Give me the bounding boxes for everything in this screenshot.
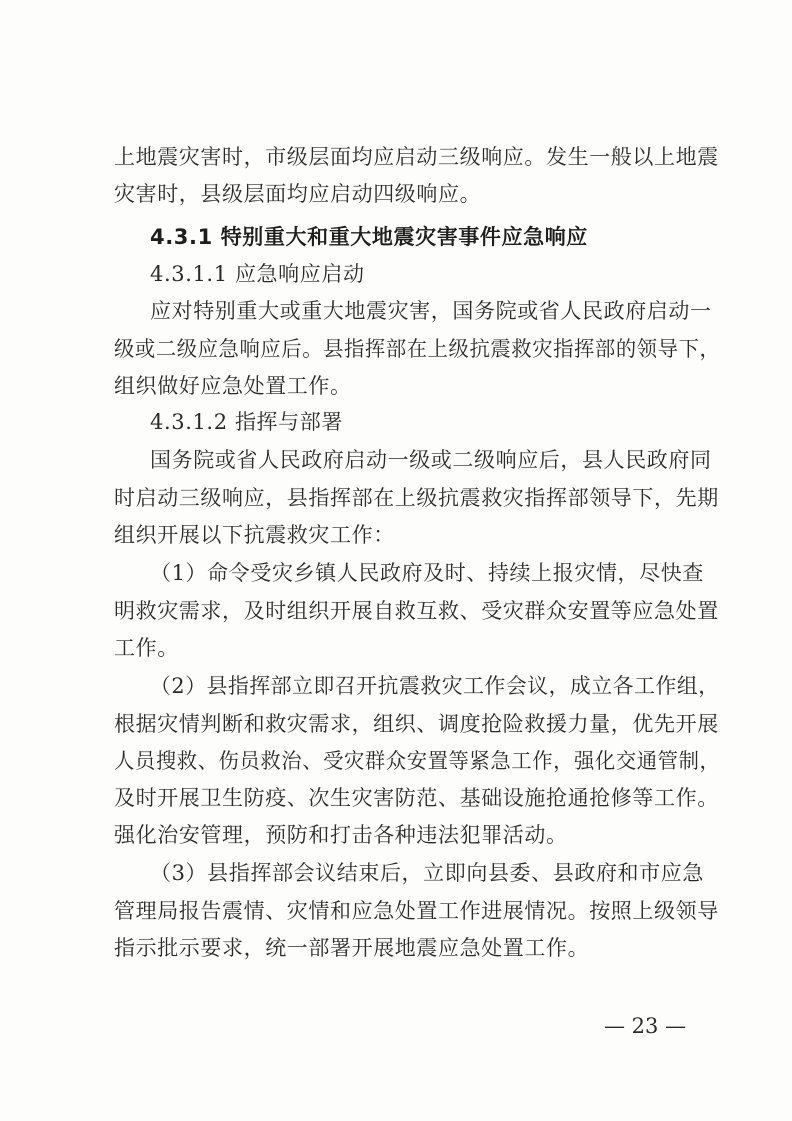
list-item-1-line: （1）命令受灾乡镇人民政府及时、持续上报灾情，尽快查 bbox=[150, 561, 704, 585]
page-number: — 23 — bbox=[604, 1014, 687, 1038]
list-item-2-line: 强化治安管理，预防和打击各种违法犯罪活动。 bbox=[114, 823, 568, 847]
body-text-line: 级或二级应急响应后。县指挥部在上级抗震救灾指挥部的领导下， bbox=[114, 337, 721, 361]
subsection-heading-4-3-1-1: 4.3.1.1 应急响应启动 bbox=[150, 262, 365, 286]
list-item-1-line: 明救灾需求，及时组织开展自救互救、受灾群众安置等应急处置 bbox=[114, 599, 719, 623]
body-text-line: 应对特别重大或重大地震灾害，国务院或省人民政府启动一 bbox=[150, 299, 712, 323]
body-text-line: 国务院或省人民政府启动一级或二级响应后，县人民政府同 bbox=[150, 448, 712, 472]
body-text-line: 组织开展以下抗震救灾工作： bbox=[114, 523, 395, 547]
list-item-2-line: 及时开展卫生防疫、次生灾害防范、基础设施抢通抢修等工作。 bbox=[114, 786, 719, 810]
body-text-line: 组织做好应急处置工作。 bbox=[114, 374, 352, 398]
subsection-heading-4-3-1-2: 4.3.1.2 指挥与部署 bbox=[150, 410, 343, 434]
list-item-2-line: （2）县指挥部立即召开抗震救灾工作会议，成立各工作组， bbox=[150, 674, 720, 698]
list-item-3-line: 管理局报告震情、灾情和应急处置工作进展情况。按照上级领导 bbox=[114, 899, 719, 923]
list-item-1-line: 工作。 bbox=[114, 636, 179, 660]
list-item-3-line: 指示批示要求，统一部署开展地震应急处置工作。 bbox=[114, 936, 590, 960]
list-item-2-line: 人员搜救、伤员救治、受灾群众安置等紧急工作，强化交通管制， bbox=[114, 749, 721, 773]
body-text-line: 时启动三级响应，县指挥部在上级抗震救灾指挥部领导下，先期 bbox=[114, 486, 719, 510]
list-item-3-line: （3）县指挥部会议结束后，立即向县委、县政府和市应急 bbox=[150, 861, 704, 885]
body-text-line: 灾害时，县级层面均应启动四级响应。 bbox=[114, 182, 482, 206]
body-text-line: 上地震灾害时，市级层面均应启动三级响应。发生一般以上地震 bbox=[114, 145, 719, 169]
list-item-2-line: 根据灾情判断和救灾需求，组织、调度抢险救援力量，优先开展 bbox=[114, 712, 719, 736]
section-heading-4-3-1: 4.3.1 特别重大和重大地震灾害事件应急响应 bbox=[150, 225, 588, 249]
